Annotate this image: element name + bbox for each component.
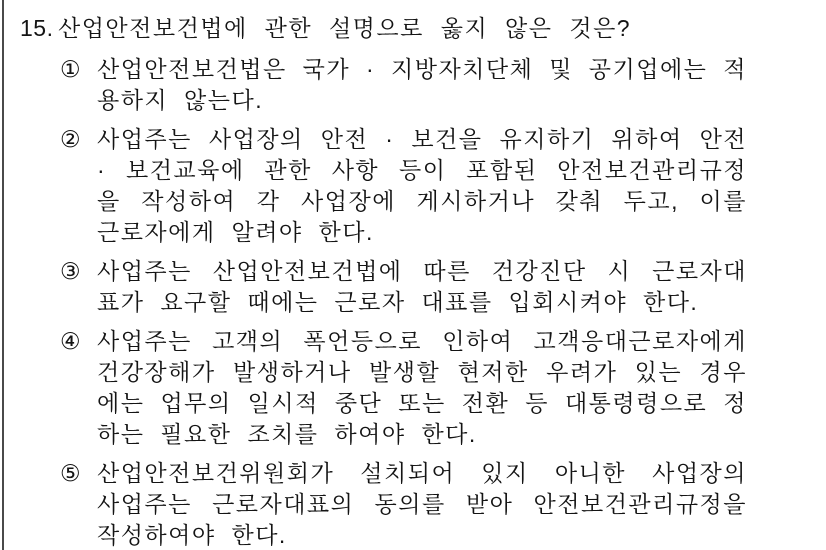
option-5-marker: ⑤ <box>60 460 81 486</box>
option-line: 산업안전보건법은 국가 · 지방자치단체 및 공기업에는 적 <box>97 56 747 82</box>
option-line: 사업주는 사업장의 안전 · 보건을 유지하기 위하여 안전 <box>97 126 747 152</box>
option-line: 사업주는 산업안전보건법에 따른 건강진단 시 근로자대 <box>97 258 747 284</box>
option-2-marker: ② <box>60 126 81 152</box>
option-line: 에는 업무의 일시적 중단 또는 전환 등 대통령령으로 정 <box>97 390 747 416</box>
option-3 <box>60 256 826 318</box>
options-list <box>0 54 826 550</box>
option-1 <box>60 54 826 116</box>
option-line: 작성하여야 한다. <box>97 522 287 548</box>
option-5 <box>60 458 826 550</box>
option-4 <box>60 326 826 450</box>
option-line: 을 작성하여 각 사업장에 게시하거나 갖춰 두고, 이를 <box>97 188 747 214</box>
option-line: 근로자에게 알려야 한다. <box>97 219 374 245</box>
option-2 <box>60 124 826 248</box>
option-2-text <box>97 124 747 248</box>
option-line: 사업주는 근로자대표의 동의를 받아 안전보건관리규정을 <box>97 491 747 517</box>
option-4-text <box>97 326 747 450</box>
option-line: 용하지 않는다. <box>97 87 264 113</box>
question-number: 15. <box>20 15 54 41</box>
option-line: 사업주는 고객의 폭언등으로 인하여 고객응대근로자에게 <box>97 328 747 354</box>
option-5-text <box>97 458 747 550</box>
option-1-marker: ① <box>60 56 81 82</box>
option-3-marker: ③ <box>60 258 81 284</box>
option-line: · 보건교육에 관한 사항 등이 포함된 안전보건관리규정 <box>97 157 747 183</box>
option-line: 건강장해가 발생하거나 발생할 현저한 우려가 있는 경우 <box>97 359 747 385</box>
question-block <box>20 13 826 44</box>
option-3-text <box>97 256 747 318</box>
page-left-border-line <box>2 0 4 550</box>
question-text: 산업안전보건법에 관한 설명으로 옳지 않은 것은? <box>58 15 632 41</box>
option-line: 표가 요구할 때에는 근로자 대표를 입회시켜야 한다. <box>97 289 699 315</box>
option-4-marker: ④ <box>60 328 81 354</box>
option-line: 하는 필요한 조치를 하여야 한다. <box>97 421 477 447</box>
option-line: 산업안전보건위원회가 설치되어 있지 아니한 사업장의 <box>97 460 747 486</box>
option-1-text <box>97 54 747 116</box>
